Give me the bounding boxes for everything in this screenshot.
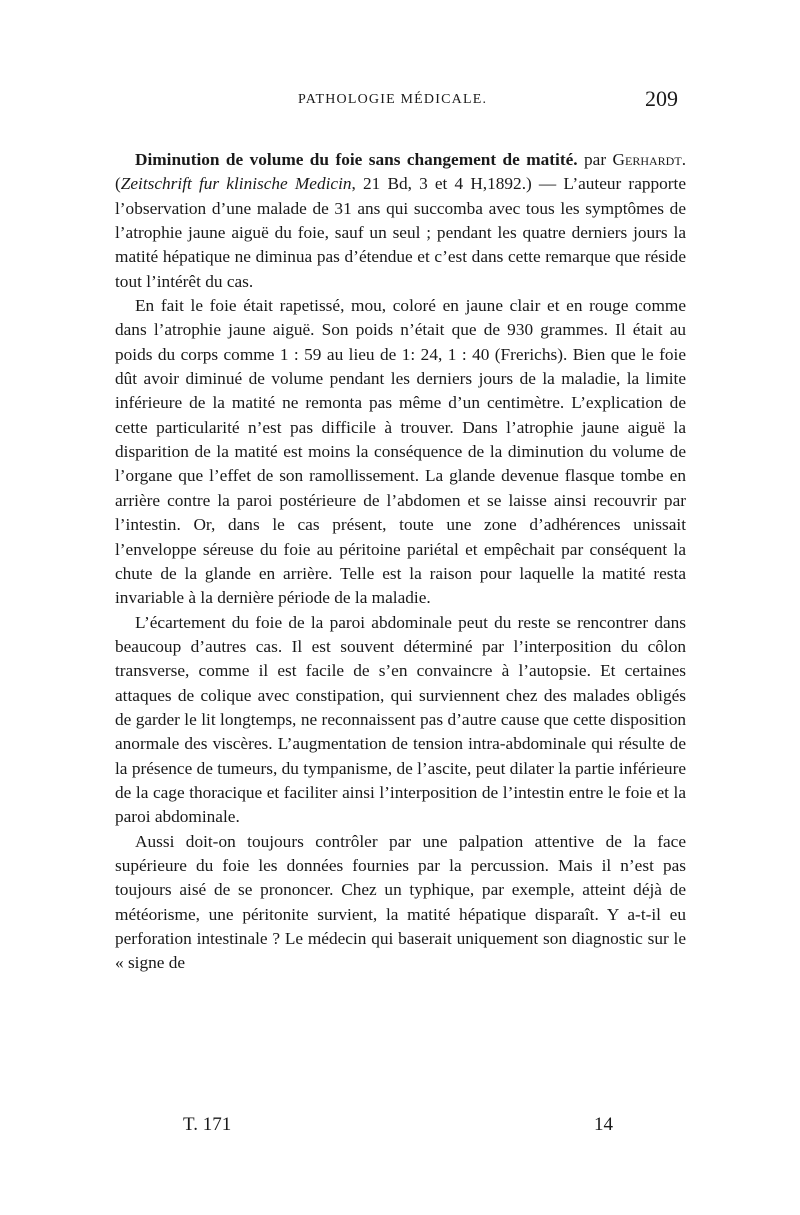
journal-title: Zeitschrift fur klinische Medicin — [120, 174, 352, 194]
paragraph-text: — L’auteur rapporte l’observation d’une malade de 31 ans qui succomba avec tous les symptômes de l’atrophie jaune aiguë du foie, sauf un seul ; pendant les quatre derniers jours la matité hépatique ne diminua pas d’étendue et c’est dans cette remarque que réside tout l’intérêt du cas. — [115, 174, 687, 291]
page-number: 209 — [645, 86, 678, 111]
by-word: par — [577, 150, 613, 169]
paragraph: L’écartement du foie de la paroi abdominale peut du reste se rencontrer dans beaucoup d’autres cas. Il est souvent déterminé par l’interposition du côlon transverse, comme il est facile de s’en convaincre à l’autopsie. Et certaines attaques de colique avec constipation, qui surviennent chez des malades obligés de garder le lit longtemps, ne reconnaissent pas d’autre cause que cette disposition anormale des viscères. L’augmentation de tension intra-abdominale qui résulte de la présence de tumeurs, du tympanisme, de l’ascite, peut dilater la partie inférieure de la cage thoracique et faciliter ainsi l’interposition de l’intestin entre le foie et la paroi abdominale. — [115, 612, 686, 827]
running-title: PATHOLOGIE MÉDICALE. — [298, 92, 488, 107]
article-body — [115, 148, 686, 976]
paragraph: En fait le foie était rapetissé, mou, coloré en jaune clair et en rouge comme dans l’atrophie jaune aiguë. Son poids n’était que de 930 grammes. Il était au poids du corps comme 1 : 59 au lieu de 1: 24, 1 : 40 (Frerichs). Bien que le foie dût avoir diminué de volume pendant les derniers jours de la maladie, la limite inférieure de la matité ne remonta pas même d’un centimètre. L’explication de cette particularité n’est pas difficile à trouver. Dans l’atrophie jaune aiguë la disparition de la matité est moins la conséquence de la diminution du volume de l’organe que l’effet de son ramollissement. La glande devenue flasque tombe en arrière contre la paroi postérieure de l’abdomen et se laisse ainsi recouvrir par l’intestin. Or, dans le cas présent, toute une zone d’adhérences unissait l’enveloppe séreuse du foie au péritoine pariétal et empêchait par conséquent la chute de la glande en arrière. Telle est la raison pour laquelle la matité resta invariable à la dernière période de la maladie. — [115, 296, 686, 608]
citation-details: , 21 Bd, 3 et 4 H,1892.) — [351, 174, 532, 194]
author-name: Gerhardt — [612, 150, 682, 169]
printer-signature-line — [0, 1114, 800, 1144]
article-title: Diminution de volume du foie sans changement de matité. — [135, 150, 578, 169]
paragraph: Aussi doit-on toujours contrôler par une palpation attentive de la face supérieure du foie les données fournies par la percussion. Mais il n’est pas toujours aisé de se prononcer. Chez un typhique, par exemple, atteint déjà de météorisme, une péritonite survient, la matité hépatique disparaît. Y a-t-il eu perforation intestinale ? Le médecin qui baserait uniquement son diagnostic sur le « signe de — [115, 831, 686, 973]
sheet-signature: 14 — [594, 1114, 613, 1135]
citation-open: . ( — [115, 150, 687, 194]
running-head — [0, 86, 800, 116]
paragraph — [115, 148, 686, 294]
volume-signature: T. 171 — [183, 1114, 232, 1135]
